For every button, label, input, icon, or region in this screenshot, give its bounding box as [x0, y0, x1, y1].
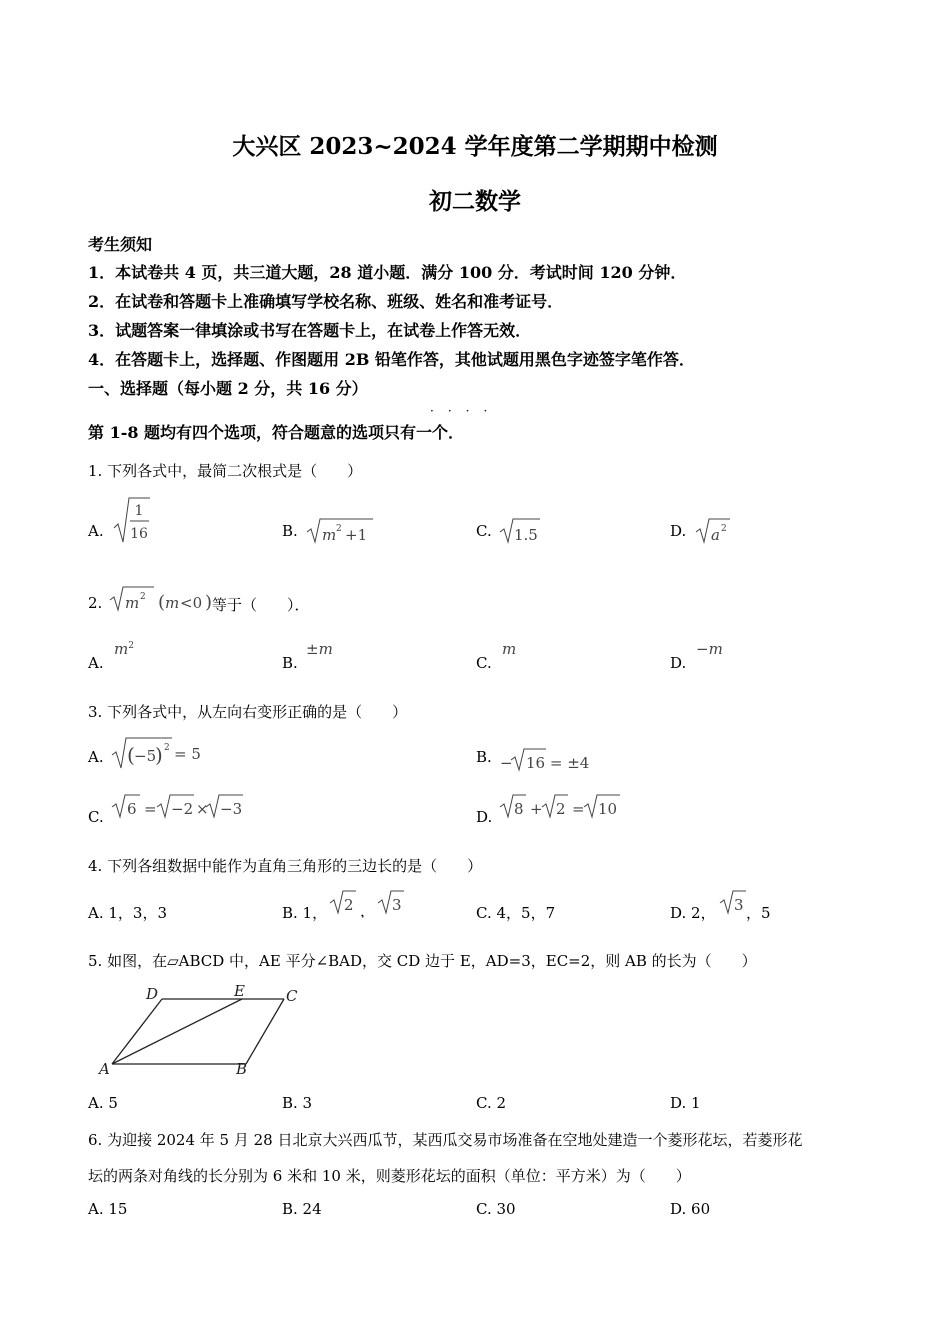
svg-text:2: 2	[336, 524, 342, 534]
question-6-stem-line2: 坛的两条对角线的长分别为 6 米和 10 米，则菱形花坛的面积（单位：平方米）为（ ）	[88, 1167, 691, 1185]
svg-text:): )	[155, 743, 163, 767]
svg-text:a: a	[711, 526, 720, 544]
q2-option-b: ±m	[306, 640, 333, 658]
svg-text:，: ，	[360, 902, 376, 918]
q4-option-b-formula	[328, 888, 408, 922]
svg-text:8: 8	[514, 800, 524, 818]
vertex-label-c: C	[286, 987, 298, 1005]
page-title: 大兴区 2023~2024 学年度第二学期期中检测	[232, 133, 718, 160]
q3-label-d: D.	[476, 808, 493, 826]
vertex-label-a: A	[99, 1060, 110, 1078]
svg-text:16: 16	[130, 526, 148, 542]
question-1-stem: 1. 下列各式中，最简二次根式是（ ）	[88, 462, 363, 480]
sqrt-3-formula	[718, 888, 748, 918]
section-heading: 一、选择题（每小题 2 分，共 16 分）	[88, 379, 368, 398]
svg-text:+1: +1	[345, 526, 368, 544]
sqrt-6-product-formula	[110, 792, 250, 822]
vertex-label-d: D	[146, 985, 159, 1003]
q3-label-c: C.	[88, 808, 104, 826]
q3-option-d	[498, 792, 628, 826]
svg-text:m: m	[165, 594, 180, 612]
q2-label-c: C.	[476, 654, 492, 672]
parallelogram-diagram	[96, 982, 316, 1082]
q4-option-d-prefix: D. 2，	[670, 904, 716, 922]
q2-option-c: m	[502, 640, 517, 658]
sqrt-a2-formula	[694, 516, 734, 546]
svg-text:16 = ±4: 16 = ±4	[526, 754, 590, 772]
q4-option-b-prefix: B. 1，	[282, 904, 328, 922]
q1-option-a	[112, 494, 152, 550]
q2-label-d: D.	[670, 654, 687, 672]
q1-option-b	[305, 516, 375, 550]
parallelogram-figure	[96, 982, 316, 1086]
notice-item: 4．在答题卡上，选择题、作图题用 2B 铅笔作答，其他试题用黑色字迹签字笔作答．	[88, 350, 695, 369]
question-2-number: 2.	[88, 594, 103, 612]
svg-text:2: 2	[556, 800, 566, 818]
svg-text:2: 2	[344, 896, 354, 914]
svg-text:−: −	[500, 754, 513, 772]
page-subtitle: 初二数学	[429, 188, 521, 215]
q6-option-d: D. 60	[670, 1200, 711, 1218]
question-5-stem: 5. 如图，在▱ABCD 中，AE 平分∠BAD，交 CD 边于 E，AD=3，EC=2，则 AB 的长为（ ）	[88, 952, 757, 970]
svg-text:=: =	[572, 800, 585, 818]
q3-label-b: B.	[476, 748, 492, 766]
q4-option-d-formula	[718, 888, 748, 922]
question-4-stem: 4. 下列各组数据中能作为直角三角形的三边长的是（ ）	[88, 857, 483, 875]
q3-label-a: A.	[88, 748, 104, 766]
svg-text:2: 2	[140, 592, 146, 602]
question-6-stem-line1: 6. 为迎接 2024 年 5 月 28 日北京大兴西瓜节，某西瓜交易市场准备在空地处建造一个菱形花坛，若菱形花	[88, 1131, 803, 1149]
svg-text:10: 10	[598, 800, 618, 818]
svg-text:<0: <0	[180, 594, 203, 612]
q2-label-a: A.	[88, 654, 104, 672]
svg-text:= 5: = 5	[174, 745, 201, 763]
sqrt-m2-plus-1-formula	[305, 516, 375, 546]
svg-text:m: m	[125, 594, 140, 612]
q5-option-d: D. 1	[670, 1094, 701, 1112]
svg-text:(: (	[127, 743, 135, 767]
q3-option-b	[498, 746, 618, 778]
svg-text:2: 2	[721, 524, 727, 534]
sqrt-1-5-formula	[498, 516, 542, 546]
q1-option-c	[498, 516, 542, 550]
q5-option-b: B. 3	[282, 1094, 313, 1112]
q2-option-d: −m	[696, 640, 723, 658]
svg-text:−3: −3	[220, 800, 243, 818]
svg-text:3: 3	[392, 896, 402, 914]
svg-text:6: 6	[127, 800, 137, 818]
sqrt-fraction-formula	[112, 494, 152, 546]
q6-option-b: B. 24	[282, 1200, 322, 1218]
svg-text:−2: −2	[171, 800, 194, 818]
q4-option-c: C. 4，5，7	[476, 904, 556, 922]
q2-option-a: $m^2$	[114, 640, 134, 658]
question-3-stem: 3. 下列各式中，从左向右变形正确的是（ ）	[88, 703, 408, 721]
q5-option-c: C. 2	[476, 1094, 507, 1112]
svg-text:1.5: 1.5	[514, 526, 538, 544]
question-2-formula	[108, 584, 213, 618]
neg-sqrt-16-formula	[498, 746, 618, 774]
q4-option-d-suffix: ，5	[746, 904, 771, 922]
emphasis-dots: ····	[430, 404, 502, 418]
svg-text:−5: −5	[134, 747, 157, 765]
q5-option-a: A. 5	[88, 1094, 118, 1112]
q2-label-b: B.	[282, 654, 298, 672]
svg-text:×: ×	[196, 800, 209, 818]
svg-text:m: m	[322, 526, 337, 544]
svg-text:): )	[205, 592, 213, 613]
question-2-suffix: 等于（ ）．	[212, 596, 310, 614]
q4-option-a: A. 1，3，3	[88, 904, 167, 922]
sqrt-2-sqrt-3-formula	[328, 888, 408, 918]
q1-label-d: D.	[670, 522, 687, 540]
notice-item: 3．试题答案一律填涂或书写在答题卡上，在试卷上作答无效．	[88, 321, 532, 340]
q3-option-a	[110, 735, 210, 775]
notice-item: 1．本试卷共 4 页，共三道大题，28 道小题．满分 100 分．考试时间 120 分钟．	[88, 263, 687, 282]
q1-option-d	[694, 516, 734, 550]
q3-option-c	[110, 792, 250, 826]
sqrt-m2-condition-formula	[108, 584, 213, 614]
svg-text:(: (	[158, 592, 166, 613]
notice-item: 2．在试卷和答题卡上准确填写学校名称、班级、姓名和准考证号．	[88, 292, 564, 311]
svg-text:3: 3	[734, 896, 744, 914]
vertex-label-e: E	[234, 982, 245, 1000]
vertex-label-b: B	[236, 1060, 248, 1078]
q1-label-a: A.	[88, 522, 104, 540]
sqrt-neg5-squared-formula	[110, 735, 210, 771]
q6-option-a: A. 15	[88, 1200, 128, 1218]
svg-text:1: 1	[134, 503, 144, 519]
q1-label-c: C.	[476, 522, 492, 540]
section-instruction: 第 1-8 题均有四个选项，符合题意的选项只有一个．	[88, 423, 465, 442]
svg-text:+: +	[530, 800, 543, 818]
notice-heading: 考生须知	[88, 235, 153, 254]
svg-text:2: 2	[164, 743, 170, 753]
svg-text:=: =	[144, 800, 157, 818]
q6-option-c: C. 30	[476, 1200, 516, 1218]
sqrt-8-plus-sqrt-2-formula	[498, 792, 628, 822]
q1-label-b: B.	[282, 522, 298, 540]
